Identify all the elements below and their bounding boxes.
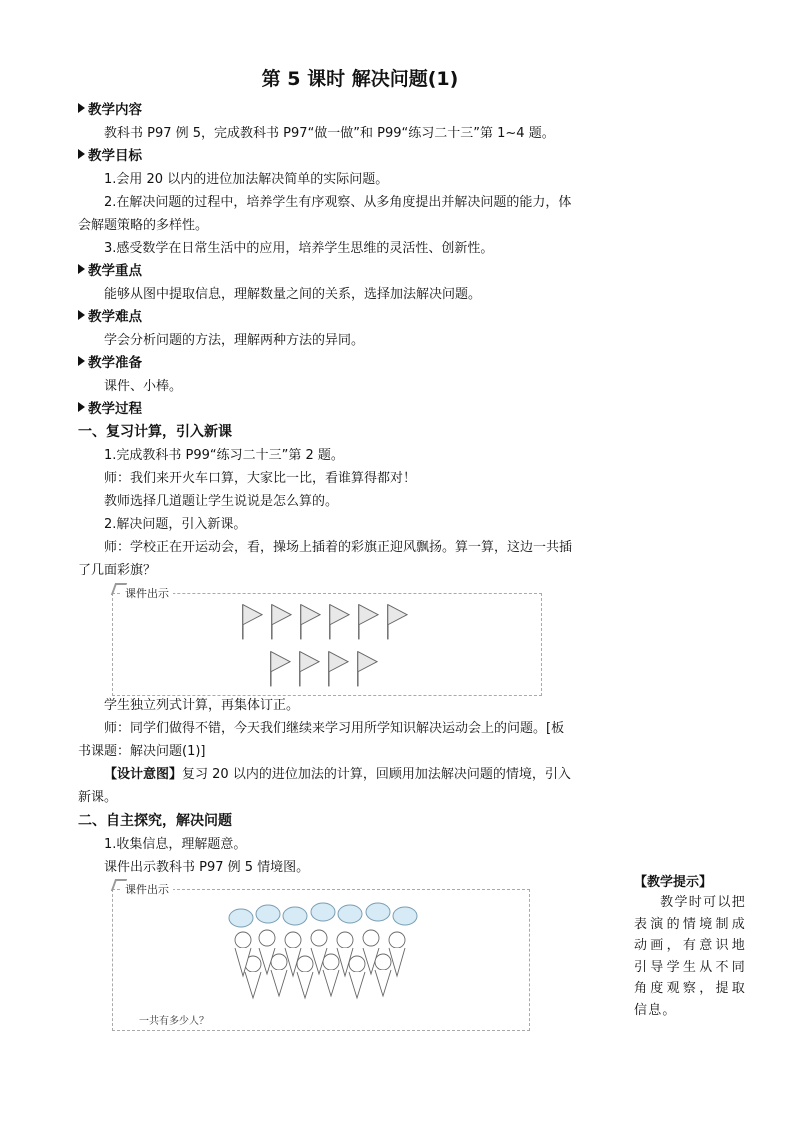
part1-line1: 1.完成教科书 P99“练习二十三”第 2 题。 bbox=[104, 448, 344, 463]
content-text: 教科书 P97 例 5，完成教科书 P97“做一做”和 P99“练习二十三”第 1~4 题。 bbox=[104, 126, 555, 141]
flag-icon bbox=[328, 603, 350, 641]
courseware-tag: 课件出示 bbox=[121, 585, 173, 601]
flag-icon bbox=[298, 650, 320, 688]
heading-difficulty-label: 教学难点 bbox=[88, 309, 142, 325]
sidebar-body: 教学时可以把表演的情境制成动画，有意识地引导学生从不同角度观察，提取信息。 bbox=[634, 895, 746, 1018]
heading-process-label: 教学过程 bbox=[88, 401, 142, 417]
goal-2b: 会解题策略的多样性。 bbox=[78, 218, 209, 233]
triangle-bullet-icon bbox=[78, 103, 85, 113]
goal-2a: 2.在解决问题的过程中，培养学生有序观察、从多角度提出并解决问题的能力，体 bbox=[104, 195, 572, 210]
children-caption: 一共有多少人？ bbox=[139, 1016, 209, 1027]
page-title: 第 5 课时 解决问题(1) bbox=[261, 68, 459, 90]
part1-line7b: 书课题：解决问题(1)] bbox=[78, 744, 206, 759]
heading-key-label: 教学重点 bbox=[88, 263, 142, 279]
heading-content bbox=[78, 99, 608, 122]
courseware-box-flags bbox=[112, 587, 542, 696]
key-text: 能够从图中提取信息，理解数量之间的关系，选择加法解决问题。 bbox=[104, 287, 482, 302]
sidebar-text bbox=[634, 892, 746, 1021]
triangle-bullet-icon bbox=[78, 310, 85, 320]
triangle-bullet-icon bbox=[78, 402, 85, 412]
heading-prep bbox=[78, 352, 608, 375]
goal-1: 1.会用 20 以内的进位加法解决简单的实际问题。 bbox=[104, 172, 389, 187]
triangle-bullet-icon bbox=[78, 264, 85, 274]
heading-difficulty bbox=[78, 306, 608, 329]
flag-icon bbox=[270, 603, 292, 641]
design-intent-text: 复习 20 以内的进位加法的计算，回顾用加法解决问题的情境，引入 bbox=[182, 767, 571, 782]
triangle-bullet-icon bbox=[78, 149, 85, 159]
children-illustration bbox=[223, 898, 423, 1003]
flag-icon bbox=[241, 603, 263, 641]
flag-icon bbox=[327, 650, 349, 688]
heading-key bbox=[78, 260, 608, 283]
design-intent bbox=[104, 763, 634, 786]
part2-line2: 课件出示教科书 P97 例 5 情境图。 bbox=[104, 860, 310, 875]
triangle-bullet-icon bbox=[78, 356, 85, 366]
part1-line4: 2.解决问题，引入新课。 bbox=[104, 517, 247, 532]
flag-icon bbox=[269, 650, 291, 688]
design-intent-label: 【设计意图】 bbox=[104, 767, 183, 782]
heading-goals-label: 教学目标 bbox=[88, 148, 142, 164]
flag-icon bbox=[386, 603, 408, 641]
part1-line5b: 了几面彩旗？ bbox=[78, 563, 157, 578]
difficulty-text: 学会分析问题的方法，理解两种方法的异同。 bbox=[104, 333, 365, 348]
heading-process bbox=[78, 398, 608, 421]
part1-line7a: 师：同学们做得不错，今天我们继续来学习用所学知识解决运动会上的问题。[板 bbox=[104, 721, 565, 736]
part1-line6: 学生独立列式计算，再集体订正。 bbox=[104, 698, 300, 713]
design-intent-cont: 新课。 bbox=[78, 790, 118, 805]
part1-line5a: 师：学校正在开运动会，看，操场上插着的彩旗正迎风飘扬。算一算，这边一共插 bbox=[104, 540, 573, 555]
sidebar-title: 【教学提示】 bbox=[634, 875, 713, 890]
part2-heading: 二、自主探究，解决问题 bbox=[78, 813, 232, 829]
part2-line1: 1.收集信息，理解题意。 bbox=[104, 837, 247, 852]
flag-icon bbox=[299, 603, 321, 641]
courseware-tag: 课件出示 bbox=[121, 881, 173, 897]
prep-text: 课件、小棒。 bbox=[104, 379, 183, 394]
flag-icon bbox=[356, 650, 378, 688]
courseware-box-children bbox=[112, 883, 530, 1031]
part1-heading: 一、复习计算，引入新课 bbox=[78, 424, 232, 440]
heading-goals bbox=[78, 145, 608, 168]
goal-3: 3.感受数学在日常生活中的应用，培养学生思维的灵活性、创新性。 bbox=[104, 241, 494, 256]
heading-prep-label: 教学准备 bbox=[88, 355, 142, 371]
flag-icon bbox=[357, 603, 379, 641]
heading-content-label: 教学内容 bbox=[88, 102, 142, 118]
part1-line3: 教师选择几道题让学生说说是怎么算的。 bbox=[104, 494, 339, 509]
part1-line2: 师：我们来开火车口算，大家比一比，看谁算得都对！ bbox=[104, 471, 417, 486]
